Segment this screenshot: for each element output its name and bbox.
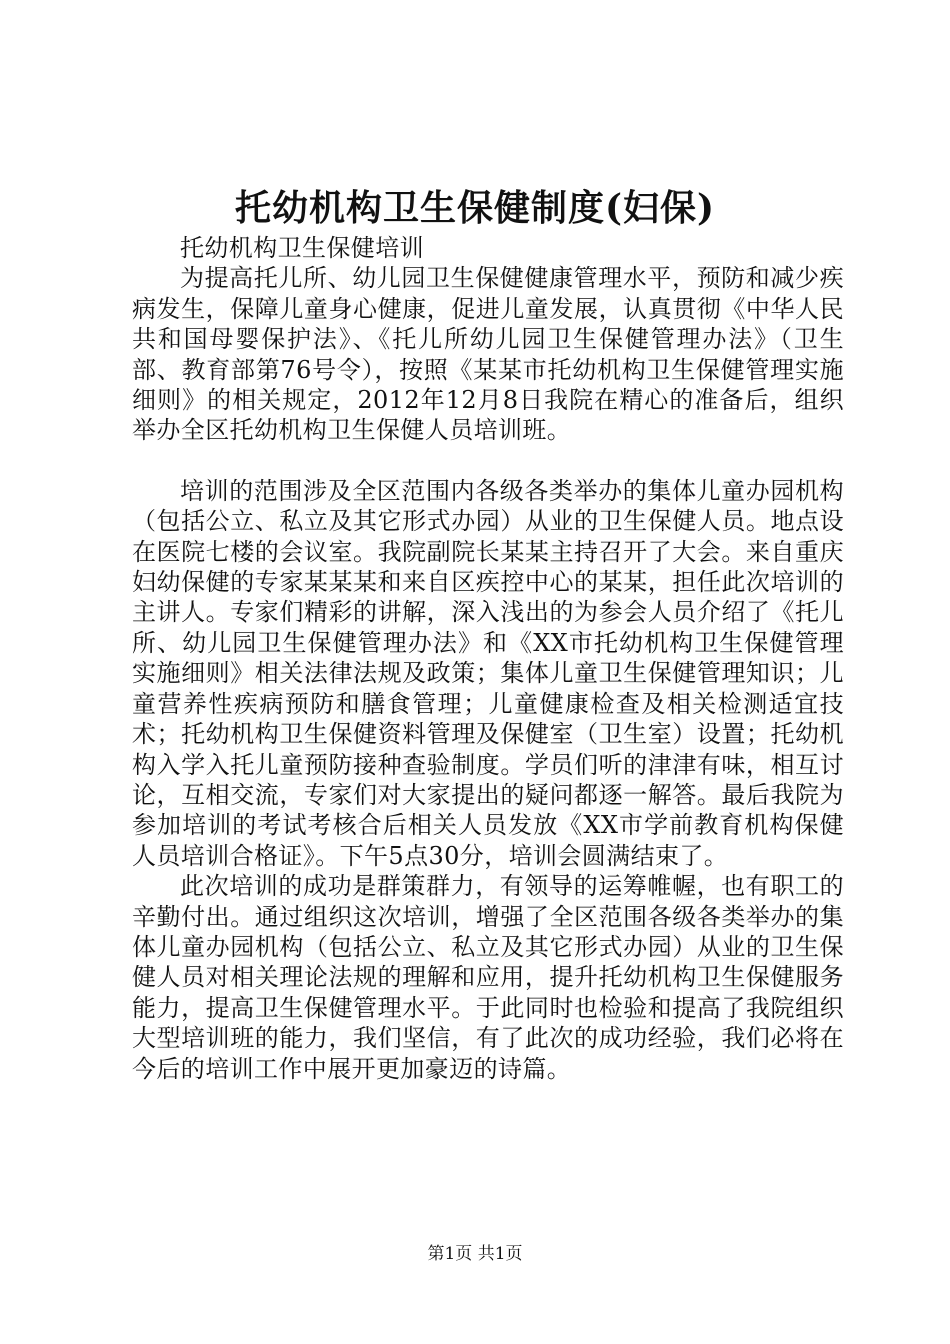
document-body [132,233,844,1084]
document-title: 托幼机构卫生保健制度(妇保) [234,187,716,229]
page-footer: 第1页 共1页 [427,1244,523,1264]
document-subtitle: 托幼机构卫生保健培训 [180,234,424,262]
paragraph-training-details: 培训的范围涉及全区范围内各级各类举办的集体儿童办园机构（包括公立、私立及其它形式办园）从业的卫生保健人员。地点设在医院七楼的会议室。我院副院长某某主持召开了大会。来自重庆妇幼保健的专家某某某和来自区疾控中心的某某，担任此次培训的主讲人。专家们精彩的讲解，深入浅出的为参会人员介绍了《托儿所、幼儿园卫生保健管理办法》和《XX市托幼机构卫生保健管理实施细则》相关法律法规及政策；集体儿童卫生保健管理知识；儿童营养性疾病预防和膳食管理；儿童健康检查及相关检测适宜技术；托幼机构卫生保健资料管理及保健室（卫生室）设置；托幼机构入学入托儿童预防接种查验制度。学员们听的津津有味，相互讨论，互相交流，专家们对大家提出的疑问都逐一解答。最后我院为参加培训的考试考核合后相关人员发放《XX市学前教育机构保健人员培训合格证》。下午5点30分，培训会圆满结束了。 [132,476,844,870]
paragraph-conclusion: 此次培训的成功是群策群力，有领导的运筹帷幄，也有职工的辛勤付出。通过组织这次培训，增强了全区范围各级各类举办的集体儿童办园机构（包括公立、私立及其它形式办园）从业的卫生保健人员对相关理论法规的理解和应用，提升托幼机构卫生保健服务能力，提高卫生保健管理水平。于此同时也检验和提高了我院组织大型培训班的能力，我们坚信，有了此次的成功经验，我们必将在今后的培训工作中展开更加豪迈的诗篇。 [132,872,844,1083]
paragraph-intro: 为提高托儿所、幼儿园卫生保健健康管理水平，预防和减少疾病发生，保障儿童身心健康，促进儿童发展，认真贯彻《中华人民共和国母婴保护法》、《托儿所幼儿园卫生保健管理办法》（卫生部、教育部第76号令），按照《某某市托幼机构卫生保健管理实施细则》的相关规定，2012年12月8日我院在精心的准备后，组织举办全区托幼机构卫生保健人员培训班。 [132,264,844,445]
